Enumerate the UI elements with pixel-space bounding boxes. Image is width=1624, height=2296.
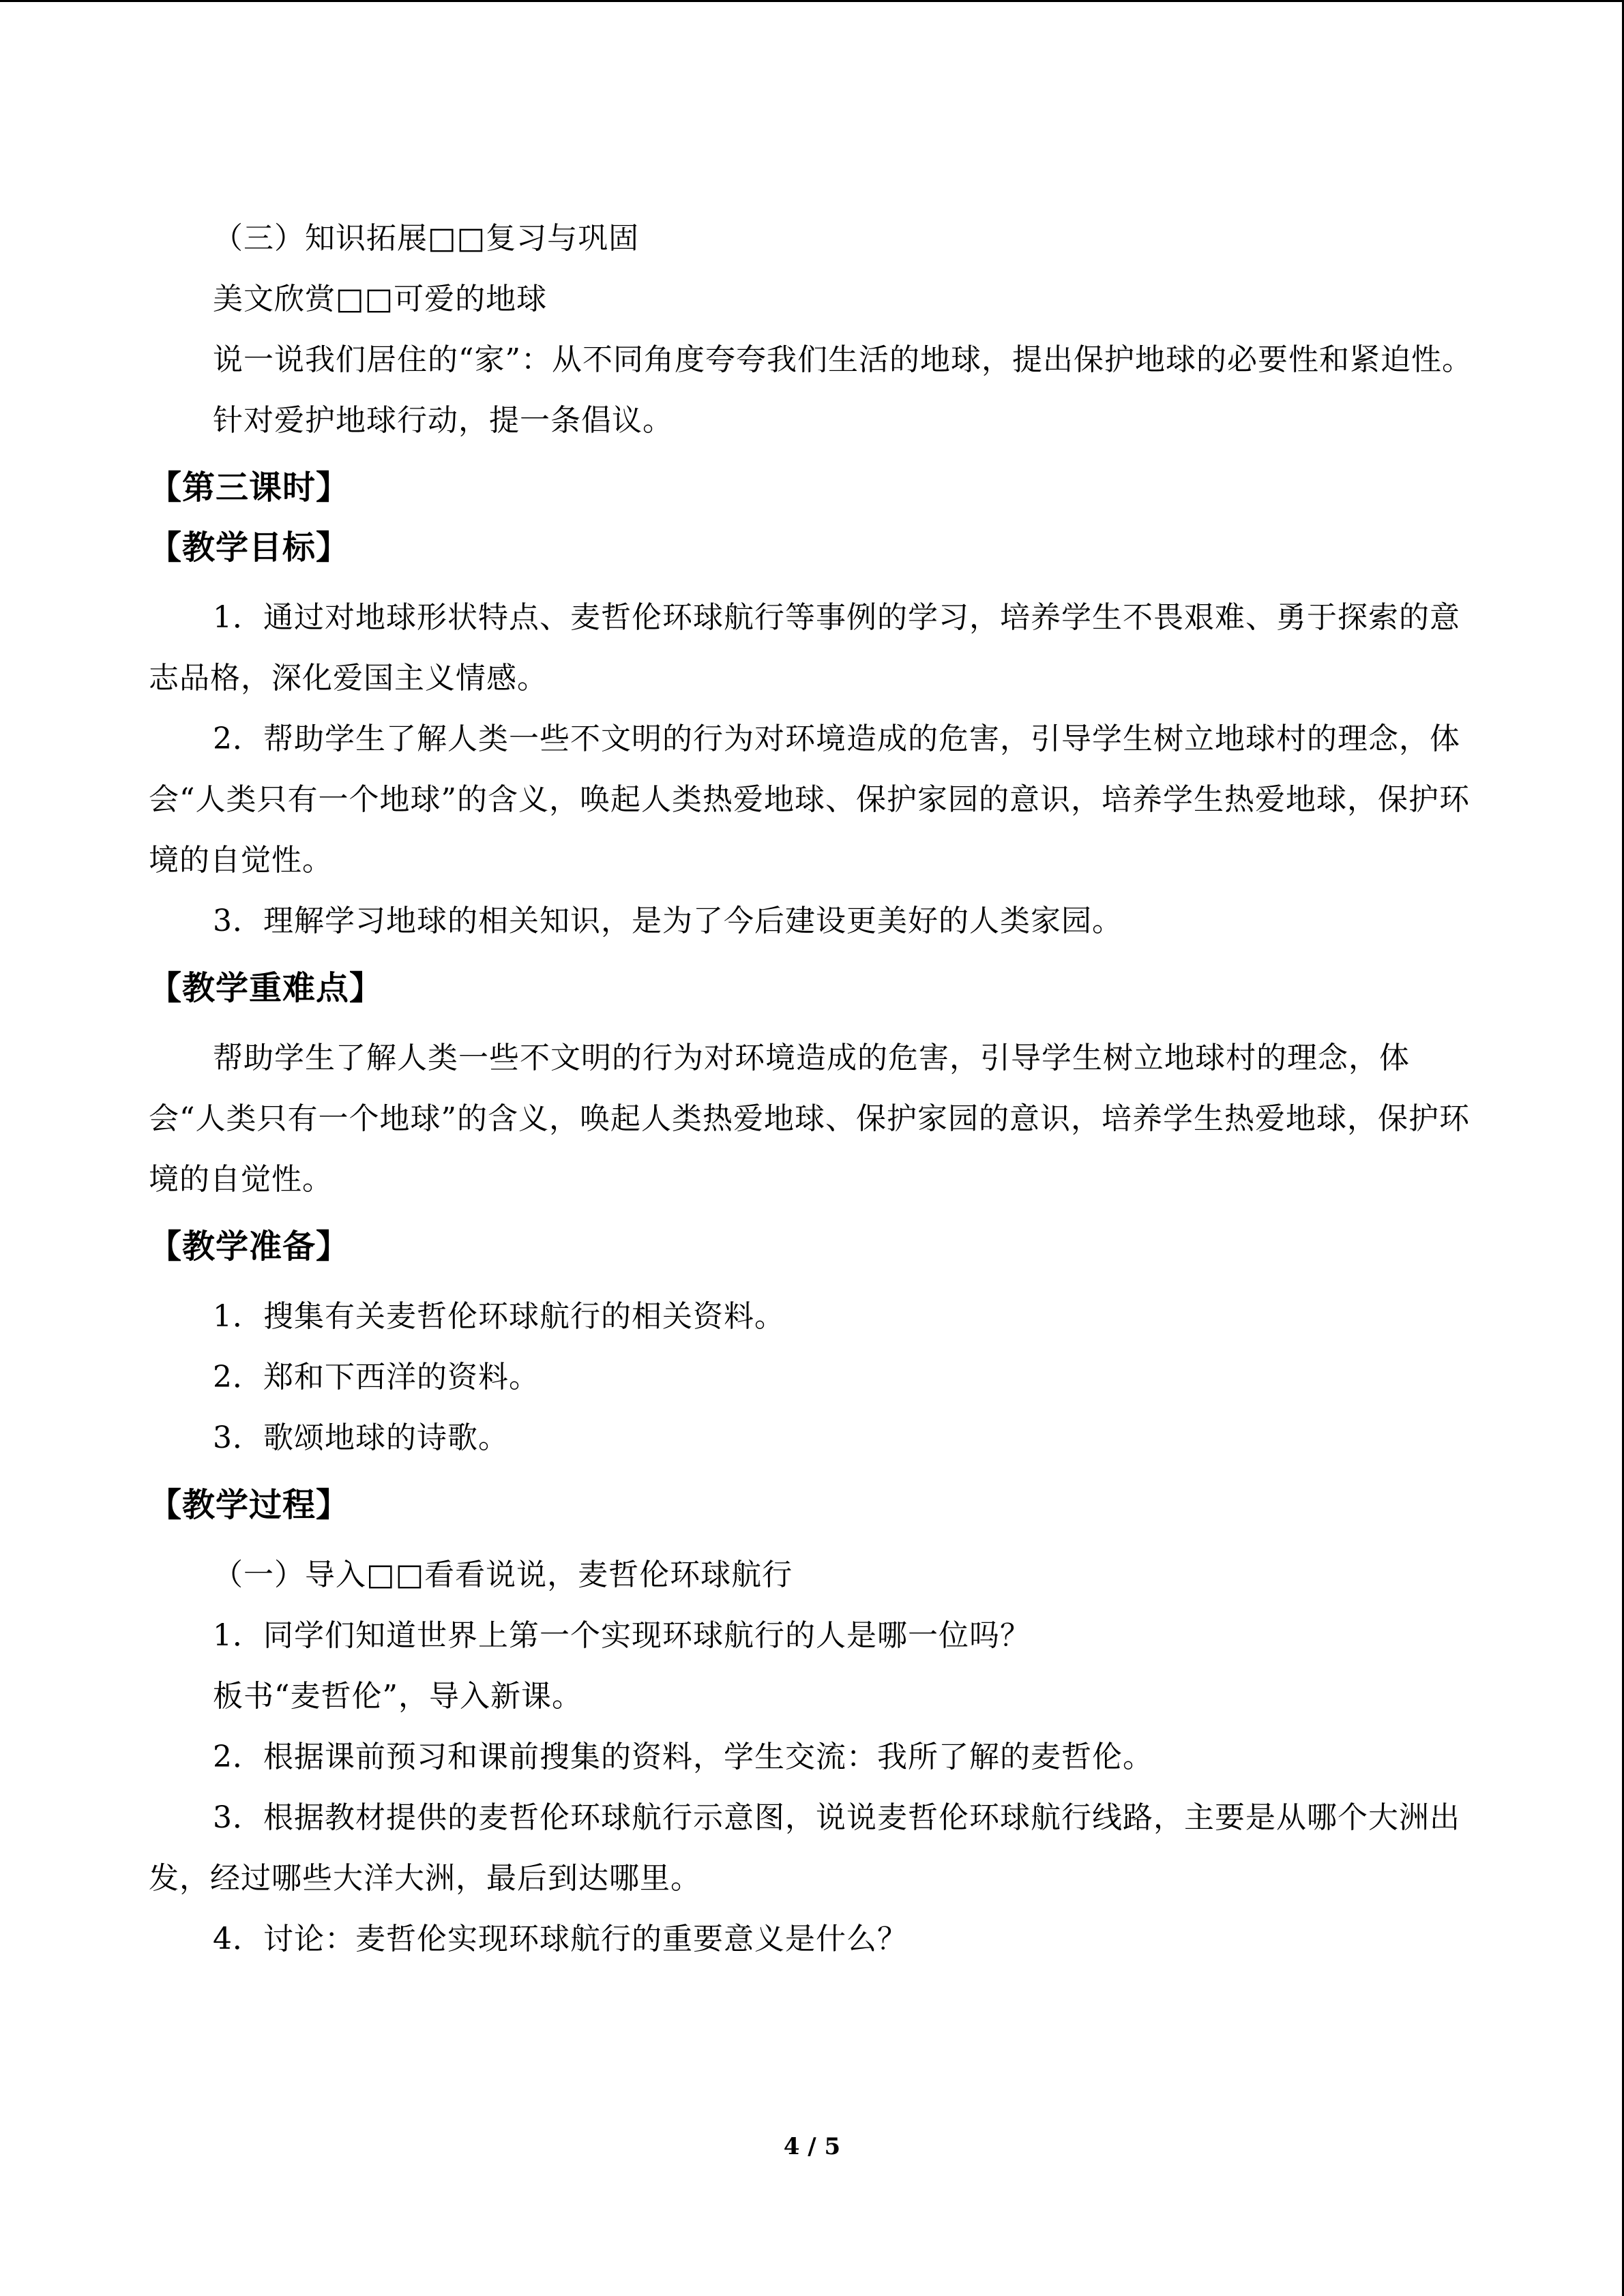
key-points-text: 帮助学生了解人类一些不文明的行为对环境造成的危害，引导学生树立地球村的理念，体会“人类只有一个地球”的含义，唤起人类热爱地球、保护家园的意识，培养学生热爱地球，保护环境的自觉性。 — [149, 1041, 1470, 1197]
heading-third-lesson: 【第三课时】 — [149, 468, 350, 507]
paragraph-knowledge-extension: （三）知识拓展□□复习与巩固 — [213, 221, 640, 256]
paragraph-talk-about-home: 说一说我们居住的“家”：从不同角度夸夸我们生活的地球，提出保护地球的必要性和紧迫性。 — [213, 342, 1473, 377]
goal-item-2: 2．帮助学生了解人类一些不文明的行为对环境造成的危害，引导学生树立地球村的理念，体会“人类只有一个地球”的含义，唤起人类热爱地球、保护家园的意识，培养学生热爱地球，保护环境的自觉性。 — [149, 721, 1470, 878]
top-border-line — [0, 0, 1624, 2]
document-body — [149, 208, 1475, 1969]
heading-preparation: 【教学准备】 — [149, 1227, 350, 1266]
process-item-6: 4．讨论：麦哲伦实现环球航行的重要意义是什么？ — [213, 1922, 908, 1956]
process-item-2: 1．同学们知道世界上第一个实现环球航行的人是哪一位吗？ — [213, 1618, 1031, 1653]
page-number: 4 / 5 — [783, 2133, 841, 2160]
heading-teaching-goals: 【教学目标】 — [149, 528, 350, 567]
preparation-item-1: 1．搜集有关麦哲伦环球航行的相关资料。 — [213, 1299, 785, 1334]
goal-item-1: 1．通过对地球形状特点、麦哲伦环球航行等事例的学习，培养学生不畏艰难、勇于探索的意志品格，深化爱国主义情感。 — [149, 600, 1460, 696]
heading-teaching-process: 【教学过程】 — [149, 1486, 350, 1524]
paragraph-initiative: 针对爱护地球行动，提一条倡议。 — [213, 403, 673, 438]
heading-key-points: 【教学重难点】 — [149, 969, 383, 1007]
goal-item-3: 3．理解学习地球的相关知识，是为了今后建设更美好的人类家园。 — [213, 904, 1123, 938]
preparation-item-2: 2．郑和下西洋的资料。 — [213, 1360, 540, 1395]
process-item-4: 2．根据课前预习和课前搜集的资料，学生交流：我所了解的麦哲伦。 — [213, 1740, 1153, 1774]
process-item-5: 3．根据教材提供的麦哲伦环球航行示意图，说说麦哲伦环球航行线路，主要是从哪个大洲出发，经过哪些大洋大洲，最后到达哪里。 — [149, 1800, 1460, 1896]
process-item-3: 板书“麦哲伦”，导入新课。 — [213, 1679, 582, 1714]
preparation-item-3: 3．歌颂地球的诗歌。 — [213, 1420, 509, 1455]
process-item-1: （一）导入□□看看说说，麦哲伦环球航行 — [213, 1557, 793, 1592]
paragraph-essay-appreciation: 美文欣赏□□可爱的地球 — [213, 282, 548, 316]
